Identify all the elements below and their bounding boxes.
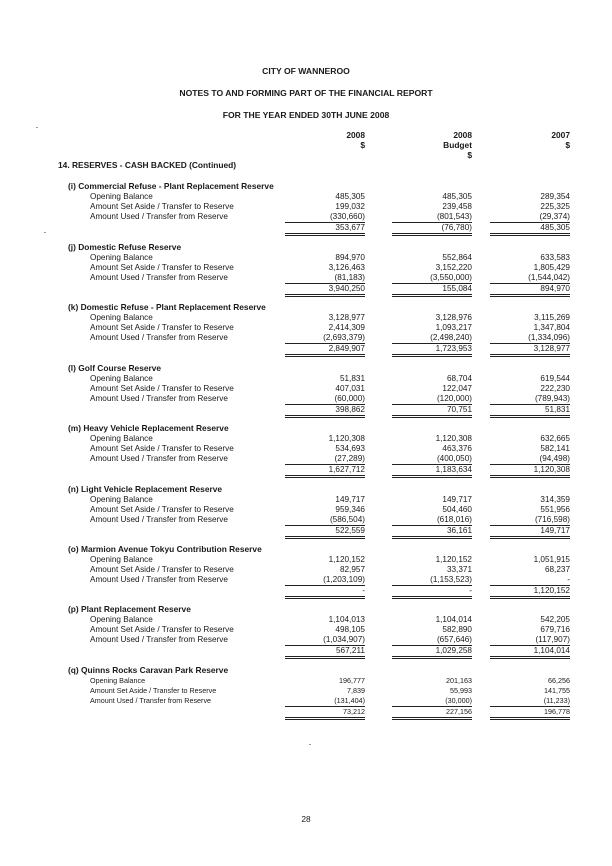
section-title: (m) Heavy Vehicle Replacement Reserve <box>68 423 229 433</box>
table-row <box>0 515 612 525</box>
total-value: 353,677 <box>285 223 365 236</box>
section-title: (k) Domestic Refuse - Plant Replacement Reserve <box>68 302 266 312</box>
row-value: 1,120,152 <box>435 555 472 564</box>
row-value: 3,128,977 <box>328 313 365 322</box>
table-row <box>0 333 612 343</box>
table-row <box>0 565 612 575</box>
row-value: 485,305 <box>335 192 365 201</box>
row-value: (716,598) <box>490 515 570 526</box>
row-value: (94,498) <box>490 454 570 465</box>
report-title: NOTES TO AND FORMING PART OF THE FINANCIAL REPORT <box>179 88 433 98</box>
org-title: CITY OF WANNEROO <box>262 66 350 76</box>
row-value: (657,646) <box>392 635 472 646</box>
row-label: Amount Set Aside / Transfer to Reserve <box>90 384 234 393</box>
column-header <box>412 130 472 160</box>
row-value: 314,359 <box>540 495 570 504</box>
row-value: 551,956 <box>540 505 570 514</box>
row-label: Opening Balance <box>90 313 153 322</box>
total-value: 1,183,634 <box>392 465 472 478</box>
total-value: 522,559 <box>285 526 365 539</box>
row-value: 149,717 <box>335 495 365 504</box>
row-label: Opening Balance <box>90 192 153 201</box>
row-label: Amount Used / Transfer from Reserve <box>90 696 212 705</box>
total-value: 1,120,308 <box>490 465 570 478</box>
section-title: (n) Light Vehicle Replacement Reserve <box>68 484 223 494</box>
row-value: (1,334,096) <box>490 333 570 344</box>
period-title: FOR THE YEAR ENDED 30TH JUNE 2008 <box>222 110 390 120</box>
row-value: 3,126,463 <box>328 263 365 272</box>
total-value: 196,778 <box>490 707 570 720</box>
row-value: 225,325 <box>540 202 570 211</box>
total-value: - <box>392 586 472 599</box>
total-row <box>0 586 612 596</box>
table-row <box>0 374 612 384</box>
total-row <box>0 646 612 656</box>
table-row <box>0 686 612 696</box>
table-row <box>0 555 612 565</box>
total-row <box>0 223 612 233</box>
row-value: 463,376 <box>442 444 472 453</box>
row-value: 1,120,308 <box>435 434 472 443</box>
row-value: 1,104,013 <box>328 615 365 624</box>
total-value: - <box>285 586 365 599</box>
row-value: 122,047 <box>442 384 472 393</box>
table-row <box>0 625 612 635</box>
section-title: (q) Quinns Rocks Caravan Park Reserve <box>68 665 229 675</box>
row-value: 3,152,220 <box>435 263 472 272</box>
table-row <box>0 615 612 625</box>
table-row <box>0 575 612 585</box>
total-value: 73,212 <box>285 707 365 720</box>
row-value: 619,544 <box>540 374 570 383</box>
column-header-year: 2008 <box>346 130 365 140</box>
section-title: (j) Domestic Refuse Reserve <box>68 242 182 252</box>
row-label: Opening Balance <box>90 615 153 624</box>
row-label: Amount Used / Transfer from Reserve <box>90 515 228 524</box>
column-header-sub2 <box>305 150 365 160</box>
total-value: 485,305 <box>490 223 570 236</box>
row-value: (789,943) <box>490 394 570 405</box>
row-value: 3,115,269 <box>534 313 570 322</box>
row-value: 582,890 <box>442 625 472 634</box>
total-value: 1,723,953 <box>392 344 472 357</box>
row-value: (117,907) <box>490 635 570 646</box>
column-header-year: 2007 <box>551 130 570 140</box>
column-header <box>305 130 365 160</box>
table-row <box>0 635 612 645</box>
column-header <box>510 130 570 160</box>
table-row <box>0 202 612 212</box>
total-row <box>0 284 612 294</box>
table-row <box>0 253 612 263</box>
table-row <box>0 263 612 273</box>
row-value: 1,347,804 <box>533 323 570 332</box>
section-title: (o) Marmion Avenue Tokyu Contribution Reserve <box>68 544 262 554</box>
row-label: Opening Balance <box>90 495 153 504</box>
total-value: 3,128,977 <box>490 344 570 357</box>
row-label: Amount Set Aside / Transfer to Reserve <box>90 323 234 332</box>
total-value: 149,717 <box>490 526 570 539</box>
total-value: 398,862 <box>285 405 365 418</box>
table-row <box>0 273 612 283</box>
row-value: 68,237 <box>544 565 570 574</box>
row-value: 679,716 <box>540 625 570 634</box>
column-header-sub: Budget <box>443 140 472 150</box>
row-value: 1,120,152 <box>328 555 365 564</box>
row-value: 201,163 <box>446 676 472 685</box>
row-value: 2,414,309 <box>328 323 365 332</box>
row-value: 55,993 <box>450 686 472 695</box>
row-label: Opening Balance <box>90 374 153 383</box>
row-value: 149,717 <box>442 495 472 504</box>
row-value: 1,120,308 <box>328 434 365 443</box>
column-header-sub: $ <box>565 140 570 150</box>
row-value: 222,230 <box>540 384 570 393</box>
row-value: 1,051,915 <box>533 555 570 564</box>
row-label: Amount Set Aside / Transfer to Reserve <box>90 202 234 211</box>
row-value: - <box>490 575 570 586</box>
row-value: 82,957 <box>339 565 365 574</box>
table-row <box>0 495 612 505</box>
row-value: 239,458 <box>442 202 472 211</box>
row-value: (1,544,042) <box>490 273 570 284</box>
column-header-year: 2008 <box>453 130 472 140</box>
row-value: 289,354 <box>540 192 570 201</box>
row-value: (1,034,907) <box>285 635 365 646</box>
row-value: 51,831 <box>339 374 365 383</box>
total-row <box>0 344 612 354</box>
row-value: (60,000) <box>285 394 365 405</box>
table-row <box>0 696 612 706</box>
total-value: 70,751 <box>392 405 472 418</box>
row-label: Amount Used / Transfer from Reserve <box>90 394 228 403</box>
total-value: 1,029,258 <box>392 646 472 659</box>
row-value: 582,141 <box>540 444 570 453</box>
row-value: 7,839 <box>347 686 365 695</box>
table-row <box>0 384 612 394</box>
table-row <box>0 192 612 202</box>
row-label: Amount Used / Transfer from Reserve <box>90 333 228 342</box>
total-value: 2,849,907 <box>285 344 365 357</box>
total-value: 3,940,250 <box>285 284 365 297</box>
table-row <box>0 212 612 222</box>
row-label: Opening Balance <box>90 253 153 262</box>
row-value: 196,777 <box>339 676 365 685</box>
row-value: 552,864 <box>442 253 472 262</box>
row-label: Opening Balance <box>90 434 153 443</box>
total-value: 1,120,152 <box>490 586 570 599</box>
row-label: Amount Set Aside / Transfer to Reserve <box>90 565 234 574</box>
row-value: 407,031 <box>335 384 365 393</box>
total-value: 1,104,014 <box>490 646 570 659</box>
total-row <box>0 526 612 536</box>
row-value: 485,305 <box>442 192 472 201</box>
row-value: 633,583 <box>540 253 570 262</box>
row-label: Amount Set Aside / Transfer to Reserve <box>90 686 217 695</box>
row-value: 534,693 <box>335 444 365 453</box>
column-header-sub: $ <box>360 140 365 150</box>
table-row <box>0 394 612 404</box>
row-value: (618,016) <box>392 515 472 526</box>
scan-mark <box>36 127 38 128</box>
total-row <box>0 465 612 475</box>
scan-mark <box>44 232 46 233</box>
row-value: 894,970 <box>335 253 365 262</box>
row-value: (2,498,240) <box>392 333 472 344</box>
row-label: Amount Used / Transfer from Reserve <box>90 273 228 282</box>
row-value: 199,032 <box>335 202 365 211</box>
note-title: 14. RESERVES - CASH BACKED (Continued) <box>58 160 237 170</box>
row-label: Opening Balance <box>90 555 153 564</box>
row-value: (400,050) <box>392 454 472 465</box>
row-value: 498,105 <box>335 625 365 634</box>
row-value: (1,153,523) <box>392 575 472 586</box>
row-value: (30,000) <box>392 696 472 707</box>
table-row <box>0 676 612 686</box>
row-value: (27,289) <box>285 454 365 465</box>
row-value: (801,543) <box>392 212 472 223</box>
row-value: (11,233) <box>490 696 570 707</box>
total-value: 1,627,712 <box>285 465 365 478</box>
row-label: Amount Used / Transfer from Reserve <box>90 454 228 463</box>
row-value: 959,346 <box>335 505 365 514</box>
table-row <box>0 505 612 515</box>
table-row <box>0 323 612 333</box>
row-value: 632,665 <box>540 434 570 443</box>
row-label: Amount Set Aside / Transfer to Reserve <box>90 263 234 272</box>
row-value: 542,205 <box>540 615 570 624</box>
row-value: 66,256 <box>548 676 570 685</box>
row-value: (131,404) <box>285 696 365 707</box>
page-number: 28 <box>301 814 311 824</box>
total-value: 155,084 <box>392 284 472 297</box>
table-row <box>0 444 612 454</box>
row-value: (29,374) <box>490 212 570 223</box>
row-label: Amount Set Aside / Transfer to Reserve <box>90 505 234 514</box>
section-title: (p) Plant Replacement Reserve <box>68 604 191 614</box>
total-value: 894,970 <box>490 284 570 297</box>
section-title: (l) Golf Course Reserve <box>68 363 162 373</box>
column-header-sub2 <box>510 150 570 160</box>
row-label: Opening Balance <box>90 676 146 685</box>
row-value: (1,203,109) <box>285 575 365 586</box>
total-row <box>0 707 612 717</box>
row-label: Amount Set Aside / Transfer to Reserve <box>90 444 234 453</box>
total-value: 567,211 <box>285 646 365 659</box>
total-value: 51,831 <box>490 405 570 418</box>
row-label: Amount Used / Transfer from Reserve <box>90 575 228 584</box>
row-value: 33,371 <box>446 565 472 574</box>
row-value: 1,805,429 <box>533 263 570 272</box>
total-value: (76,780) <box>392 223 472 236</box>
row-value: (2,693,379) <box>285 333 365 344</box>
column-header-sub2: $ <box>467 150 472 160</box>
row-value: (586,504) <box>285 515 365 526</box>
table-row <box>0 454 612 464</box>
table-row <box>0 434 612 444</box>
row-value: 1,104,014 <box>435 615 472 624</box>
row-value: (81,183) <box>285 273 365 284</box>
row-value: (330,660) <box>285 212 365 223</box>
row-value: 504,460 <box>442 505 472 514</box>
row-value: 68,704 <box>446 374 472 383</box>
section-title: (i) Commercial Refuse - Plant Replacement Reserve <box>68 181 274 191</box>
row-value: 1,093,217 <box>435 323 472 332</box>
table-row <box>0 313 612 323</box>
row-label: Amount Used / Transfer from Reserve <box>90 635 228 644</box>
total-value: 227,156 <box>392 707 472 720</box>
row-label: Amount Set Aside / Transfer to Reserve <box>90 625 234 634</box>
row-value: 141,755 <box>544 686 570 695</box>
row-value: (3,550,000) <box>392 273 472 284</box>
total-row <box>0 405 612 415</box>
row-label: Amount Used / Transfer from Reserve <box>90 212 228 221</box>
total-value: 36,161 <box>392 526 472 539</box>
row-value: (120,000) <box>392 394 472 405</box>
scan-mark <box>309 744 311 745</box>
row-value: 3,128,976 <box>435 313 472 322</box>
